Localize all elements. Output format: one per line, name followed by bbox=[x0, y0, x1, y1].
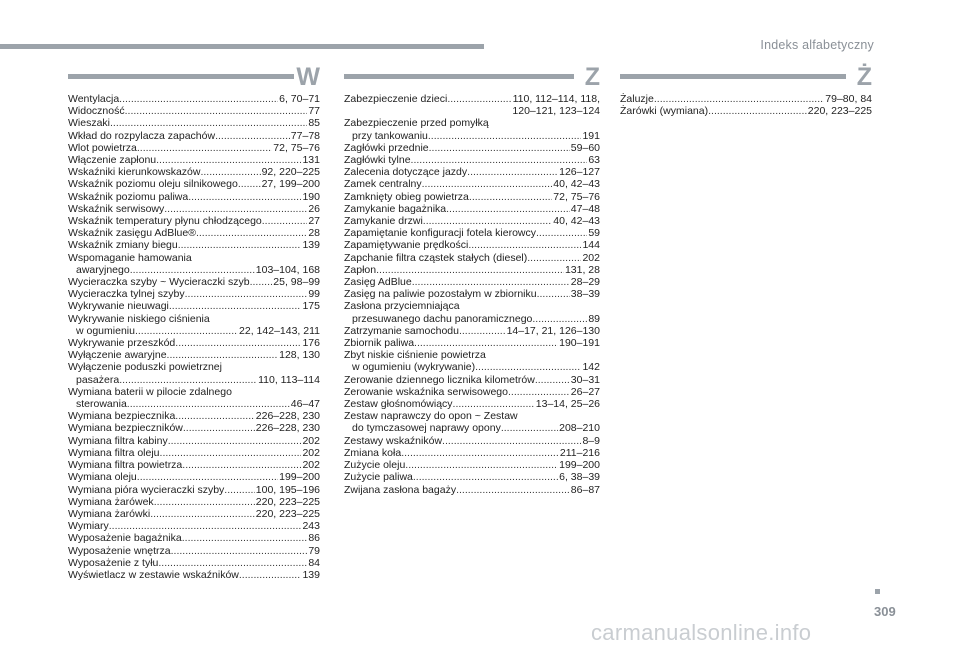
entry-heading: Zestaw naprawczy do opon ~ Zestaw bbox=[344, 410, 518, 423]
entry-term: Zatrzymanie samochodu bbox=[344, 324, 459, 337]
index-entry bbox=[68, 276, 320, 288]
dot-leader bbox=[446, 203, 570, 215]
entry-pages: 79–80, 84 bbox=[825, 93, 872, 105]
dot-leader bbox=[468, 239, 581, 251]
index-entry bbox=[68, 166, 320, 178]
entry-term: Zużycie oleju bbox=[344, 459, 406, 472]
entry-term: Wskaźnik poziomu oleju silnikowego bbox=[68, 178, 238, 191]
dot-leader bbox=[182, 459, 301, 471]
entry-heading: Zbyt niskie ciśnienie powietrza bbox=[344, 349, 486, 362]
index-entry bbox=[68, 557, 320, 569]
dot-leader bbox=[262, 215, 308, 227]
index-column-z-dot bbox=[620, 63, 872, 118]
index-entry bbox=[344, 178, 600, 190]
entry-pages: 13–14, 25–26 bbox=[535, 398, 600, 411]
index-entry bbox=[68, 300, 320, 312]
index-entry bbox=[344, 288, 600, 300]
index-entry bbox=[68, 93, 320, 105]
entry-pages: 142 bbox=[582, 361, 600, 374]
dot-leader bbox=[422, 178, 553, 190]
dot-leader bbox=[401, 447, 559, 459]
entry-pages: 99 bbox=[308, 288, 320, 301]
entry-pages: 103–104, 168 bbox=[255, 263, 320, 276]
entry-term: Zestawy wskaźników bbox=[344, 434, 443, 447]
index-entry bbox=[344, 215, 600, 227]
index-entry bbox=[344, 130, 600, 142]
index-entry bbox=[344, 154, 600, 166]
index-entry bbox=[68, 374, 320, 386]
dot-leader bbox=[215, 130, 290, 142]
dot-leader bbox=[459, 325, 506, 337]
index-entry bbox=[68, 532, 320, 544]
index-entry bbox=[344, 142, 600, 154]
dot-leader bbox=[171, 545, 308, 557]
entry-term: Zwijana zasłona bagaży bbox=[344, 483, 457, 496]
entry-pages: 59–60 bbox=[570, 141, 600, 154]
entry-pages: 26–27 bbox=[570, 385, 600, 398]
index-entry bbox=[68, 459, 320, 471]
entry-pages: 79 bbox=[308, 544, 320, 557]
index-entry bbox=[68, 215, 320, 227]
dot-leader bbox=[535, 374, 570, 386]
dot-leader bbox=[239, 569, 302, 581]
entry-term: Wskaźniki kierunkowskazów bbox=[68, 166, 201, 179]
section-title: Indeks alfabetyczny bbox=[760, 38, 874, 52]
dot-leader bbox=[428, 130, 582, 142]
entry-term: Zasięg na paliwie pozostałym w zbiorniku bbox=[344, 288, 537, 301]
entry-term: Wymiary bbox=[68, 520, 109, 533]
watermark: carmanualsonline.info bbox=[591, 620, 812, 645]
index-entry bbox=[344, 191, 600, 203]
index-entry bbox=[68, 349, 320, 361]
entry-pages: 63 bbox=[588, 154, 600, 167]
entry-term: Zabezpieczenie dzieci bbox=[344, 93, 448, 105]
entry-heading: Wspomaganie hamowania bbox=[68, 251, 192, 264]
entry-pages: 190–191 bbox=[559, 337, 600, 350]
dot-leader bbox=[175, 410, 254, 422]
dot-leader bbox=[137, 471, 278, 483]
entry-term: Wymiana filtra oleju bbox=[68, 446, 160, 459]
entry-pages: 199–200 bbox=[279, 471, 320, 484]
entry-term: Wymiana żarówki bbox=[68, 507, 151, 520]
entry-pages: 77 bbox=[308, 105, 320, 118]
entry-term: Wymiana filtra kabiny bbox=[68, 434, 168, 447]
letter-divider bbox=[620, 74, 846, 79]
entry-term: Wskaźnik zasięgu AdBlue® bbox=[68, 227, 196, 240]
dot-leader bbox=[110, 117, 307, 129]
index-entry bbox=[620, 93, 872, 105]
index-letter: Ż bbox=[856, 63, 872, 91]
index-entry bbox=[68, 520, 320, 532]
entry-heading: Zabezpieczenie przed pomyłką bbox=[344, 117, 489, 130]
dot-leader bbox=[167, 349, 279, 361]
entry-pages: 220, 223–225 bbox=[255, 507, 320, 520]
dot-leader bbox=[405, 459, 558, 471]
entry-list bbox=[620, 93, 872, 117]
dot-leader bbox=[508, 386, 570, 398]
entry-term: przy tankowaniu bbox=[352, 129, 428, 142]
index-entry bbox=[344, 471, 600, 483]
index-entry bbox=[68, 435, 320, 447]
entry-pages: 139 bbox=[302, 239, 320, 252]
dot-leader bbox=[708, 105, 807, 117]
dot-leader bbox=[475, 361, 581, 373]
index-entry bbox=[344, 93, 600, 105]
index-entry bbox=[68, 105, 320, 117]
index-entry bbox=[68, 569, 320, 581]
dot-leader bbox=[442, 435, 581, 447]
entry-term: Zapamiętywanie prędkości bbox=[344, 239, 469, 252]
entry-pages: 27, 199–200 bbox=[261, 178, 320, 191]
entry-pages: 84 bbox=[308, 556, 320, 569]
index-entry bbox=[68, 178, 320, 190]
index-entry bbox=[68, 422, 320, 434]
entry-term: Zamykanie drzwi bbox=[344, 215, 423, 228]
dot-leader bbox=[456, 484, 570, 496]
dot-leader bbox=[501, 422, 558, 434]
entry-list bbox=[68, 93, 320, 581]
dot-leader bbox=[160, 447, 302, 459]
entry-pages: 8–9 bbox=[582, 434, 600, 447]
entry-heading: Zasłona przyciemniająca bbox=[344, 300, 460, 313]
index-entry bbox=[344, 422, 600, 434]
index-entry bbox=[344, 361, 600, 373]
entry-term: Wskaźnik serwisowy bbox=[68, 202, 165, 215]
index-entry bbox=[68, 471, 320, 483]
index-entry bbox=[344, 276, 600, 288]
index-entry bbox=[68, 264, 320, 276]
entry-pages: 202 bbox=[582, 251, 600, 264]
entry-pages: 243 bbox=[302, 520, 320, 533]
entry-term: Wymiana bezpiecznika bbox=[68, 410, 176, 423]
index-entry bbox=[344, 435, 600, 447]
dot-leader bbox=[119, 374, 257, 386]
entry-term: Wymiana filtra powietrza bbox=[68, 459, 183, 472]
entry-term: Wskaźnik zmiany biegu bbox=[68, 239, 178, 252]
entry-pages: 139 bbox=[302, 568, 320, 581]
dot-leader bbox=[654, 93, 824, 105]
entry-pages: 40, 42–43 bbox=[553, 215, 600, 228]
index-entry bbox=[344, 374, 600, 386]
entry-heading: Wyłączenie poduszki powietrznej bbox=[68, 361, 222, 374]
entry-pages: 77–78 bbox=[290, 129, 320, 142]
entry-pages: 6, 38–39 bbox=[559, 471, 600, 484]
entry-term: Wieszaki bbox=[68, 117, 111, 130]
dot-leader bbox=[447, 93, 511, 105]
dot-leader bbox=[196, 227, 307, 239]
entry-pages: 110, 112–114, 118, bbox=[512, 93, 600, 105]
dot-leader bbox=[429, 142, 570, 154]
entry-heading: Wymiana baterii w pilocie zdalnego bbox=[68, 385, 232, 398]
entry-term: Zbiornik paliwa bbox=[344, 337, 415, 350]
entry-pages: 131, 28 bbox=[564, 263, 600, 276]
entry-term: Zamknięty obieg powietrza bbox=[344, 190, 469, 203]
entry-pages: 25, 98–99 bbox=[273, 276, 320, 289]
entry-pages: 202 bbox=[302, 434, 320, 447]
entry-pages: 211–216 bbox=[559, 446, 600, 459]
index-entry bbox=[344, 484, 600, 496]
entry-pages: 40, 42–43 bbox=[553, 178, 600, 191]
index-entry bbox=[344, 203, 600, 215]
entry-pages: 190 bbox=[302, 190, 320, 203]
entry-term: w ogumieniu (wykrywanie) bbox=[352, 361, 476, 374]
entry-term: Wymiana żarówek bbox=[68, 495, 154, 508]
entry-pages: 72, 75–76 bbox=[273, 141, 320, 154]
entry-pages: 202 bbox=[302, 459, 320, 472]
entry-term: Zestaw głośnomówiący bbox=[344, 398, 453, 411]
entry-term: Wyposażenie bagażnika bbox=[68, 532, 182, 545]
entry-pages: 89 bbox=[588, 312, 600, 325]
entry-pages: 176 bbox=[302, 337, 320, 350]
index-entry bbox=[68, 203, 320, 215]
dot-leader bbox=[224, 484, 254, 496]
dot-leader bbox=[250, 276, 273, 288]
index-column-w bbox=[68, 63, 320, 581]
entry-pages: 220, 223–225 bbox=[255, 495, 320, 508]
entry-pages: 38–39 bbox=[570, 288, 600, 301]
dot-leader bbox=[158, 557, 307, 569]
dot-leader bbox=[154, 496, 255, 508]
entry-term: Wskaźnik temperatury płynu chłodzącego bbox=[68, 215, 262, 228]
entry-term: Zamykanie bagażnika bbox=[344, 202, 447, 215]
dot-leader bbox=[376, 264, 564, 276]
entry-term: w ogumieniu bbox=[76, 324, 135, 337]
dot-leader bbox=[411, 154, 588, 166]
entry-pages: 144 bbox=[582, 239, 600, 252]
index-entry bbox=[68, 484, 320, 496]
dot-leader bbox=[168, 435, 302, 447]
dot-leader bbox=[178, 239, 302, 251]
entry-pages: 14–17, 21, 126–130 bbox=[506, 324, 600, 337]
index-entry bbox=[68, 496, 320, 508]
entry-term: Wyłączenie awaryjne bbox=[68, 349, 167, 362]
index-entry bbox=[620, 105, 872, 117]
entry-term: pasażera bbox=[76, 373, 120, 386]
entry-pages: 72, 75–76 bbox=[553, 190, 600, 203]
dot-leader bbox=[182, 532, 308, 544]
dot-leader bbox=[119, 93, 278, 105]
entry-pages: 28–29 bbox=[570, 276, 600, 289]
dot-leader bbox=[200, 166, 260, 178]
entry-pages: 202 bbox=[302, 446, 320, 459]
entry-term: sterowania bbox=[76, 398, 127, 411]
entry-pages: 30–31 bbox=[570, 373, 600, 386]
dot-leader bbox=[164, 203, 307, 215]
dot-leader bbox=[423, 215, 553, 227]
dot-leader bbox=[185, 288, 308, 300]
dot-leader bbox=[412, 276, 570, 288]
dot-leader bbox=[135, 325, 238, 337]
index-entry bbox=[344, 313, 600, 325]
index-entry bbox=[344, 447, 600, 459]
entry-term: Zamek centralny bbox=[344, 178, 422, 191]
entry-pages: 85 bbox=[308, 117, 320, 130]
dot-leader bbox=[169, 300, 302, 312]
entry-term: Zapchanie filtra cząstek stałych (diesel) bbox=[344, 251, 528, 264]
dot-leader bbox=[527, 252, 581, 264]
entry-pages: 27 bbox=[308, 215, 320, 228]
dot-leader bbox=[125, 105, 308, 117]
header-bar bbox=[0, 44, 484, 49]
entry-pages: 208–210 bbox=[559, 422, 600, 435]
entry-term: awaryjnego bbox=[76, 263, 130, 276]
page-number: 309 bbox=[874, 604, 896, 619]
entry-pages: 220, 223–225 bbox=[807, 105, 872, 118]
index-entry bbox=[344, 337, 600, 349]
entry-term: Wycieraczka tylnej szyby bbox=[68, 288, 185, 301]
index-entry bbox=[344, 325, 600, 337]
index-letter: Z bbox=[584, 63, 600, 91]
entry-heading: Wykrywanie niskiego ciśnienia bbox=[68, 312, 210, 325]
entry-term: Żaluzje bbox=[620, 93, 654, 105]
dot-leader bbox=[188, 191, 301, 203]
entry-pages: 92, 220–225 bbox=[261, 166, 320, 179]
entry-term: Widoczność bbox=[68, 105, 125, 118]
entry-term: Włączenie zapłonu bbox=[68, 154, 157, 167]
entry-pages: 126–127 bbox=[559, 166, 600, 179]
entry-term: Wykrywanie nieuwagi bbox=[68, 300, 169, 313]
entry-pages: 128, 130 bbox=[279, 349, 320, 362]
entry-pages: 110, 113–114 bbox=[258, 373, 320, 386]
entry-pages: 199–200 bbox=[559, 459, 600, 472]
dot-leader bbox=[537, 288, 570, 300]
letter-heading bbox=[68, 63, 320, 92]
entry-term: Wyposażenie z tyłu bbox=[68, 556, 159, 569]
index-entry bbox=[344, 386, 600, 398]
entry-term: Wykrywanie przeszkód bbox=[68, 337, 176, 350]
dot-leader bbox=[156, 154, 301, 166]
dot-leader bbox=[183, 422, 255, 434]
entry-term: Zmiana koła bbox=[344, 446, 402, 459]
index-entry bbox=[344, 239, 600, 251]
index-entry bbox=[68, 325, 320, 337]
entry-term: Zagłówki tylne bbox=[344, 154, 411, 167]
index-entry bbox=[68, 154, 320, 166]
entry-term: Wkład do rozpylacza zapachów bbox=[68, 129, 216, 142]
entry-pages: 86–87 bbox=[570, 483, 600, 496]
dot-leader bbox=[238, 178, 261, 190]
entry-term: Wyposażenie wnętrza bbox=[68, 544, 171, 557]
entry-pages: 131 bbox=[302, 154, 320, 167]
index-entry bbox=[68, 288, 320, 300]
letter-heading bbox=[620, 63, 872, 92]
dot-leader bbox=[469, 191, 552, 203]
entry-term: Wentylacja bbox=[68, 93, 120, 105]
entry-pages: 86 bbox=[308, 532, 320, 545]
entry-term: Zapłon bbox=[344, 263, 377, 276]
dot-leader bbox=[175, 337, 301, 349]
index-entry bbox=[68, 398, 320, 410]
entry-term: Wlot powietrza bbox=[68, 141, 137, 154]
entry-pages: 59 bbox=[588, 227, 600, 240]
dot-leader bbox=[453, 398, 535, 410]
entry-term: Zerowanie wskaźnika serwisowego bbox=[344, 385, 508, 398]
entry-term: Zalecenia dotyczące jazdy bbox=[344, 166, 468, 179]
dot-leader bbox=[413, 471, 558, 483]
dot-leader bbox=[127, 398, 290, 410]
index-entry bbox=[68, 545, 320, 557]
entry-pages: 175 bbox=[302, 300, 320, 313]
entry-term: Wymiana oleju bbox=[68, 471, 137, 484]
dot-leader bbox=[130, 264, 255, 276]
index-entry bbox=[68, 191, 320, 203]
dot-leader bbox=[536, 227, 587, 239]
dot-leader bbox=[109, 520, 302, 532]
index-entry bbox=[344, 459, 600, 471]
entry-term: Wskaźnik poziomu paliwa bbox=[68, 190, 189, 203]
index-column-z bbox=[344, 63, 600, 496]
index-entry bbox=[68, 117, 320, 129]
index-entry bbox=[68, 227, 320, 239]
letter-heading bbox=[344, 63, 600, 92]
index-entry bbox=[68, 508, 320, 520]
index-entry bbox=[344, 398, 600, 410]
index-entry bbox=[68, 337, 320, 349]
dot-leader bbox=[532, 313, 587, 325]
entry-term: Wymiana pióra wycieraczki szyby bbox=[68, 483, 225, 496]
dot-leader bbox=[467, 166, 558, 178]
page-marker bbox=[875, 589, 880, 594]
entry-pages: 191 bbox=[582, 129, 600, 142]
entry-pages: 46–47 bbox=[290, 398, 320, 411]
entry-term: Wycieraczka szyby ~ Wycieraczki szyb bbox=[68, 276, 250, 289]
index-entry bbox=[68, 130, 320, 142]
entry-term: Wyświetlacz w zestawie wskaźników bbox=[68, 568, 239, 581]
dot-leader bbox=[150, 508, 255, 520]
entry-term: Zapamiętanie konfiguracji fotela kierowcy bbox=[344, 227, 537, 240]
entry-pages: 226–228, 230 bbox=[255, 422, 320, 435]
dot-leader bbox=[137, 142, 272, 154]
entry-term: Zerowanie dziennego licznika kilometrów bbox=[344, 373, 535, 386]
letter-divider bbox=[344, 74, 574, 79]
entry-term: Wymiana bezpieczników bbox=[68, 422, 183, 435]
index-entry bbox=[344, 227, 600, 239]
letter-divider bbox=[68, 74, 294, 79]
entry-term: Zużycie paliwa bbox=[344, 471, 413, 484]
index-entry bbox=[68, 410, 320, 422]
entry-pages: 26 bbox=[308, 202, 320, 215]
index-entry bbox=[68, 447, 320, 459]
index-entry bbox=[68, 239, 320, 251]
entry-pages: 47–48 bbox=[570, 202, 600, 215]
index-entry bbox=[344, 166, 600, 178]
entry-term: Zagłówki przednie bbox=[344, 141, 429, 154]
entry-pages: 22, 142–143, 211 bbox=[239, 324, 320, 337]
entry-pages: 6, 70–71 bbox=[279, 93, 320, 105]
entry-term: do tymczasowej naprawy opony bbox=[352, 422, 501, 435]
entry-term: przesuwanego dachu panoramicznego bbox=[352, 312, 533, 325]
entry-pages: 100, 195–196 bbox=[255, 483, 320, 496]
entry-list bbox=[344, 93, 600, 496]
index-entry bbox=[344, 252, 600, 264]
index-entry bbox=[68, 142, 320, 154]
dot-leader bbox=[414, 337, 558, 349]
entry-term: Zasięg AdBlue bbox=[344, 276, 412, 289]
entry-term: Żarówki (wymiana) bbox=[620, 105, 709, 118]
index-entry bbox=[344, 264, 600, 276]
entry-pages: 28 bbox=[308, 227, 320, 240]
entry-pages-continued: 120–121, 123–124 bbox=[512, 105, 600, 118]
entry-pages: 226–228, 230 bbox=[255, 410, 320, 423]
index-letter: W bbox=[296, 63, 320, 91]
